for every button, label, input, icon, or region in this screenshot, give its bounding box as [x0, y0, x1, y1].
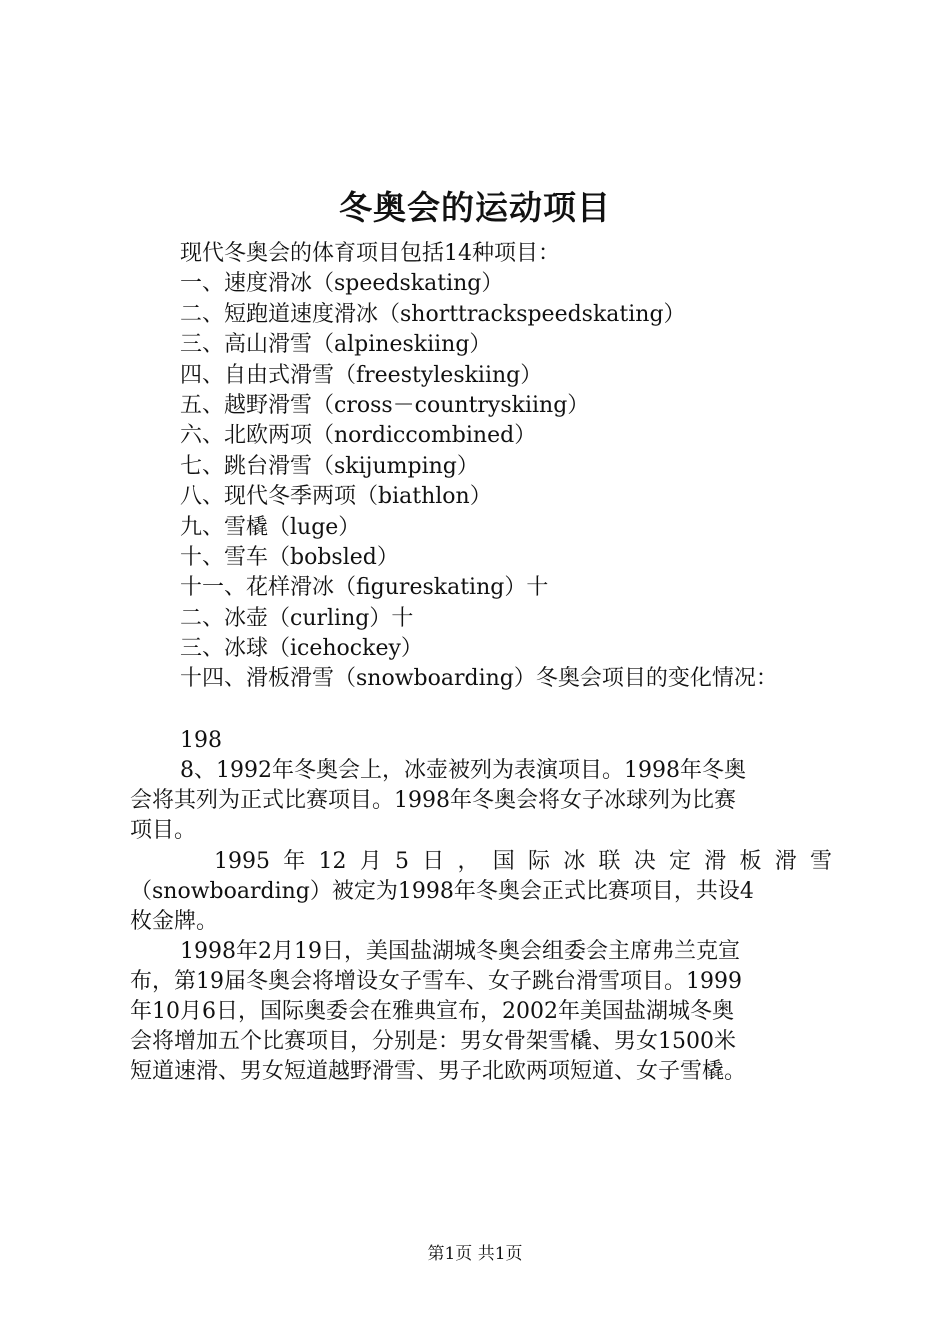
- paragraph-line: 短道速滑、男女短道越野滑雪、男子北欧两项短道、女子雪橇。: [130, 1059, 747, 1084]
- event-item: 一、速度滑冰（speedskating）: [180, 271, 504, 297]
- word-token: 滑: [774, 849, 797, 874]
- word-token: 板: [739, 849, 762, 874]
- word-token: 12: [318, 849, 347, 874]
- intro-line: 现代冬奥会的体育项目包括14种项目：: [180, 241, 560, 266]
- word-token: 月: [359, 849, 382, 874]
- document-title: 冬奥会的运动项目: [339, 188, 611, 227]
- word-token: 定: [668, 849, 691, 874]
- word-token: 1995: [214, 849, 270, 874]
- word-token: 际: [527, 849, 550, 874]
- word-token: 滑: [704, 849, 727, 874]
- event-item: 二、短跑道速度滑冰（shorttrackspeedskating）: [180, 301, 686, 327]
- event-item: 十、雪车（bobsled）: [180, 544, 399, 570]
- event-item: 七、跳台滑雪（skijumping）: [180, 453, 479, 479]
- word-token: ，: [457, 849, 480, 874]
- event-item: 十一、花样滑冰（figureskating）十: [180, 575, 549, 601]
- event-item: 十四、滑板滑雪（snowboarding）冬奥会项目的变化情况：: [180, 666, 778, 692]
- event-item: 八、现代冬季两项（biathlon）: [180, 484, 492, 510]
- event-item: 三、冰球（icehockey）: [180, 636, 423, 662]
- paragraph-line: 枚金牌。: [130, 909, 219, 934]
- event-item: 五、越野滑雪（cross－countryskiing）: [180, 392, 590, 418]
- paragraph-line: 项目。: [130, 818, 197, 843]
- word-token: 年: [283, 849, 306, 874]
- paragraph-line: 1998年2月19日，美国盐湖城冬奥会组委会主席弗兰克宣: [180, 939, 740, 964]
- event-item: 九、雪橇（luge）: [180, 514, 361, 540]
- paragraph-line-justified: [214, 847, 832, 876]
- paragraph-fragment: 198: [180, 728, 222, 753]
- event-item: 六、北欧两项（nordiccombined）: [180, 423, 537, 449]
- event-item: 二、冰壶（curling）十: [180, 605, 414, 631]
- word-token: 日: [422, 849, 445, 874]
- word-token: 冰: [563, 849, 586, 874]
- paragraph-line: 会将增加五个比赛项目，分别是：男女骨架雪橇、男女1500米: [130, 1029, 736, 1054]
- word-token: 联: [598, 849, 621, 874]
- page-footer: 第1页 共1页: [427, 1244, 523, 1264]
- paragraph-line: 年10月6日，国际奥委会在雅典宣布，2002年美国盐湖城冬奥: [130, 999, 734, 1024]
- word-token: 5: [394, 849, 409, 874]
- word-token: 国: [492, 849, 515, 874]
- paragraph-line: （snowboarding）被定为1998年冬奥会正式比赛项目，共设4: [130, 879, 754, 904]
- event-item: 三、高山滑雪（alpineskiing）: [180, 332, 492, 358]
- word-token: 决: [633, 849, 656, 874]
- paragraph-line: 会将其列为正式比赛项目。1998年冬奥会将女子冰球列为比赛: [130, 788, 736, 813]
- paragraph-line: 8、1992年冬奥会上，冰壶被列为表演项目。1998年冬奥: [180, 758, 746, 783]
- event-item: 四、自由式滑雪（freestyleskiing）: [180, 362, 543, 388]
- paragraph-line: 布，第19届冬奥会将增设女子雪车、女子跳台滑雪项目。1999: [130, 969, 742, 994]
- word-token: 雪: [809, 849, 832, 874]
- event-list: [180, 239, 778, 695]
